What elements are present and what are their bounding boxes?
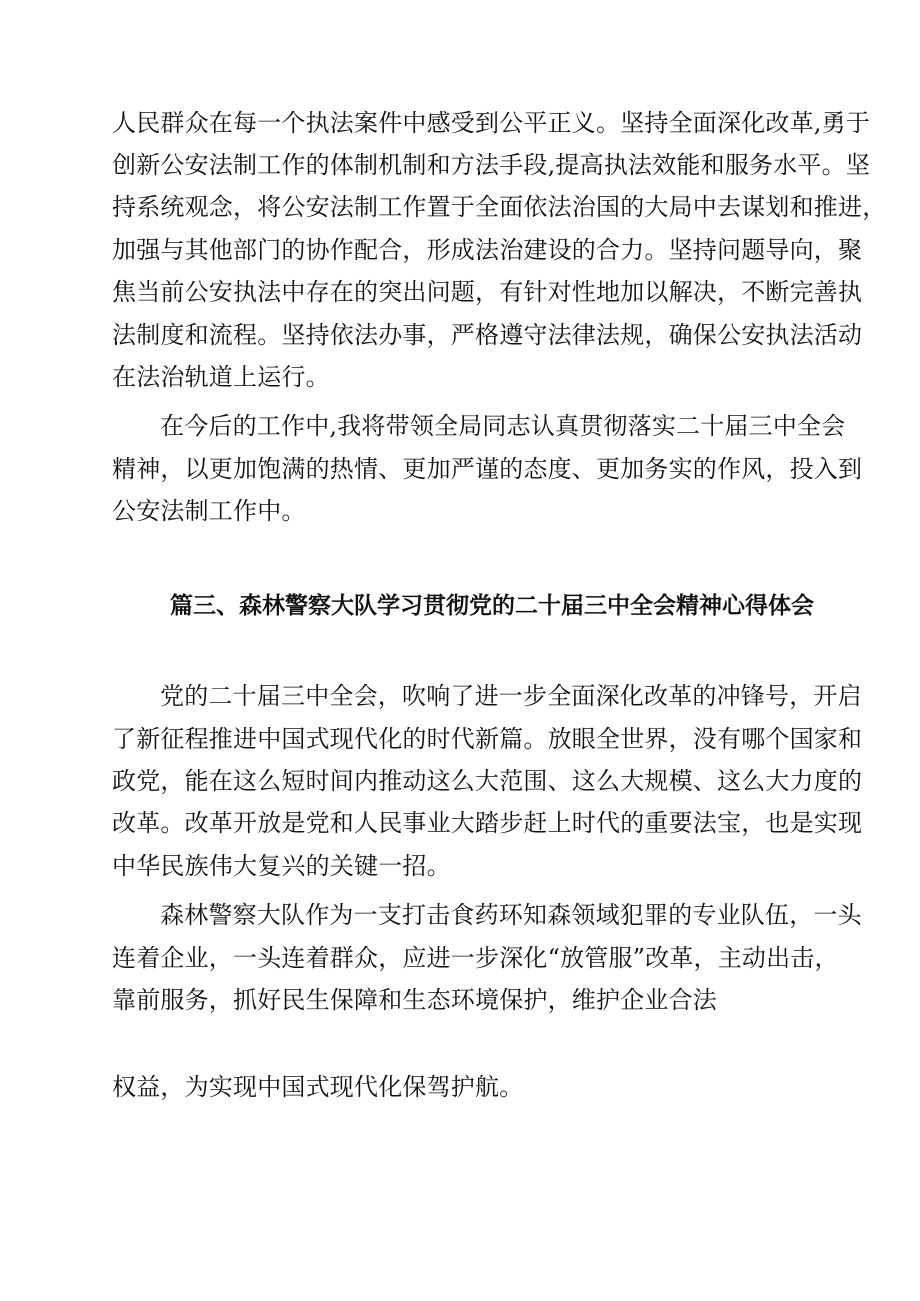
paragraph-line: 了新征程推进中国式现代化的时代新篇。放眼全世界，没有哪个国家和 [112, 725, 863, 753]
paragraph-line: 靠前服务，抓好民生保障和生态环境保护，维护企业合法 [112, 986, 717, 1014]
paragraph-line: 权益，为实现中国式现代化保驾护航。 [112, 1073, 524, 1101]
paragraph-line: 法制度和流程。坚持依法办事，严格遵守法律法规，确保公安执法活动 [112, 321, 863, 349]
paragraph-line: 持系统观念，将公安法制工作置于全面依法治国的大局中去谋划和推进， [112, 193, 887, 221]
paragraph-line: 党的二十届三中全会，吹响了进一步全面深化改革的冲锋号，开启 [160, 682, 862, 710]
paragraph-line: 人民群众在每一个执法案件中感受到公平正义。坚持全面深化改革,勇于 [112, 109, 871, 137]
paragraph-line: 创新公安法制工作的体制机制和方法手段,提高执法效能和服务水平。坚 [112, 151, 871, 179]
paragraph-line: 连着企业，一头连着群众，应进一步深化“放管服”改革，主动出击， [112, 944, 839, 972]
paragraph-line: 加强与其他部门的协作配合，形成法治建设的合力。坚持问题导向，聚 [112, 236, 863, 264]
paragraph-line: 焦当前公安执法中存在的突出问题，有针对性地加以解决，不断完善执 [112, 278, 863, 306]
section-heading: 篇三、森林警察大队学习贯彻党的二十届三中全会精神心得体会 [170, 592, 814, 619]
paragraph-line: 政党，能在这么短时间内推动这么大范围、这么大规模、这么大力度的 [112, 767, 863, 795]
paragraph-line: 在法治轨道上运行。 [112, 363, 330, 391]
paragraph-line: 公安法制工作中。 [112, 497, 306, 525]
paragraph-line: 中华民族伟大复兴的关键一招。 [112, 852, 451, 880]
paragraph-line: 在今后的工作中,我将带领全局同志认真贯彻落实二十届三中全会 [160, 412, 846, 440]
paragraph-line: 改革。改革开放是党和人民事业大踏步赶上时代的重要法宝，也是实现 [112, 809, 863, 837]
paragraph-line: 精神，以更加饱满的热情、更加严谨的态度、更加务实的作风，投入到 [112, 455, 863, 483]
paragraph-line: 森林警察大队作为一支打击食药环知森领域犯罪的专业队伍，一头 [160, 901, 862, 929]
